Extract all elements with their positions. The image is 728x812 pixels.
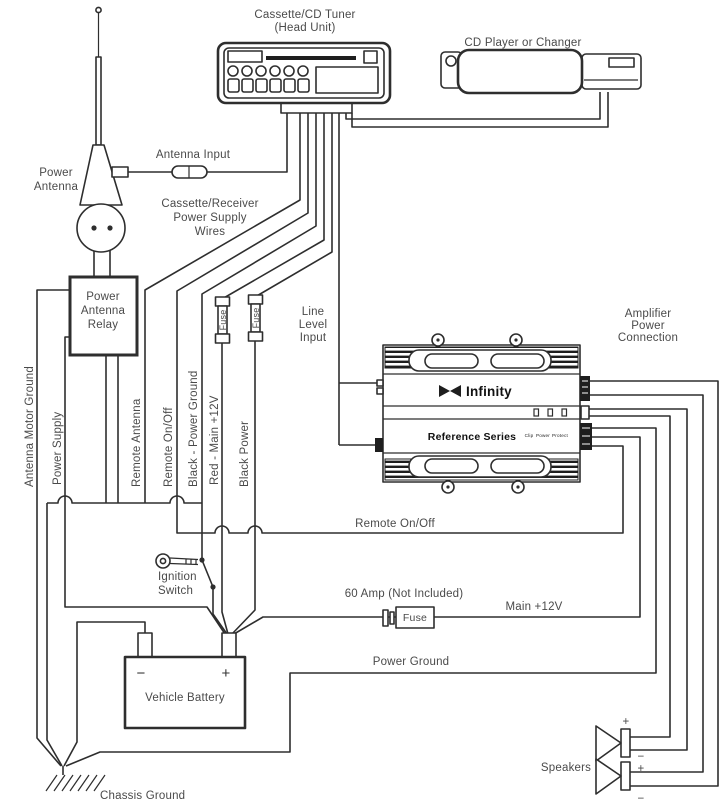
cd-player-port [609, 58, 634, 67]
cd-slot [266, 56, 356, 60]
receiver-wires-label-3: Wires [194, 226, 226, 238]
relay-label-2: Antenna [80, 305, 126, 317]
amp-left-connector [375, 438, 383, 452]
amp-connection-label-1: Amplifier [624, 308, 672, 320]
speaker-bottom-minus: − [637, 793, 645, 805]
vehicle-battery [125, 633, 245, 728]
receiver-wires-label-2: Power Supply [173, 212, 247, 224]
head-unit [218, 9, 390, 113]
ignition-label-2: Switch [158, 585, 194, 597]
amp-series: Reference Series [427, 431, 517, 443]
fuse2-label: Fuse [251, 307, 261, 329]
speaker-wire-3 [589, 409, 687, 750]
amp-bracket-top [409, 334, 551, 371]
power-antenna-label-2: Antenna [33, 181, 79, 193]
relay-label-3: Relay [87, 319, 119, 331]
fuse2-cap-bottom [249, 332, 263, 341]
speaker-top-minus: − [637, 751, 645, 763]
power-ground-label: Power Ground [372, 656, 450, 668]
label-black-power: Black Power [239, 420, 251, 487]
antenna-input-wire [128, 113, 287, 172]
chassis-hatch [46, 775, 105, 791]
remote-on-off-run-label: Remote On/Off [355, 518, 435, 530]
speaker-wire-4 [589, 416, 670, 737]
amp-brand: Infinity [466, 384, 512, 399]
fuse1-cap-bottom [216, 334, 230, 343]
relay-label-1: Power [86, 291, 120, 303]
antenna-output-tab [112, 167, 128, 177]
power-antenna [34, 7, 128, 252]
amp-bracket-bottom [409, 456, 551, 493]
ignition-label-1: Ignition [158, 571, 197, 583]
fuse-note-label: 60 Amp (Not Included) [344, 588, 464, 600]
inline-fuse-1 [216, 297, 230, 343]
wire-black-power [232, 113, 332, 634]
fuse1-cap-top [216, 297, 230, 306]
amp-speaker-terminal-block [580, 376, 590, 401]
label-black-power-ground: Black - Power Ground [188, 370, 200, 487]
fuse2-cap-top [249, 295, 263, 304]
speaker-bottom-plus: + [637, 763, 645, 775]
cd-player-body [458, 50, 582, 93]
amp-led-label-clip: Clip [524, 433, 534, 438]
antenna-input-label: Antenna Input [155, 149, 231, 161]
main-fuse [345, 588, 464, 628]
label-red-main-12v: Red - Main +12V [209, 395, 221, 485]
antenna-terminal-1 [91, 225, 96, 230]
speaker-top [596, 726, 630, 761]
main-fuse-cap-1 [383, 610, 388, 626]
amp-connection-label-3: Connection [617, 332, 679, 344]
line-level-label-1: Line [301, 306, 325, 318]
head-unit-harness-tab [281, 103, 352, 113]
switch-lever [202, 560, 213, 587]
amp-connection-label-2: Power [631, 320, 665, 332]
head-unit-display [316, 67, 378, 93]
amp-rca-input-1 [377, 380, 383, 386]
speaker-bottom [596, 759, 630, 794]
vertical-wire-labels [24, 366, 251, 487]
switch-contact-bottom [210, 584, 215, 589]
main-12v-label: Main +12V [505, 601, 563, 613]
receiver-wires-label-1: Cassette/Receiver [161, 198, 259, 210]
amp-remote-terminal [581, 406, 589, 419]
amp-led-label-power: Power [535, 433, 551, 438]
amp-led-label-protect: Protect [552, 433, 568, 438]
speaker-wire-1 [590, 381, 718, 786]
amp-connection-label [618, 308, 678, 344]
antenna-tip [96, 7, 101, 12]
line-level-label [299, 306, 328, 344]
battery-minus-sign: − [136, 665, 146, 682]
speakers [541, 716, 645, 805]
speaker-top-plus: + [622, 716, 630, 728]
main-fuse-cap-2 [390, 612, 394, 624]
amp-power-terminal-block [580, 423, 592, 450]
label-remote-on-off: Remote On/Off [163, 407, 175, 487]
head-unit-title-2: (Head Unit) [274, 22, 336, 34]
speaker-wire-2 [590, 395, 703, 772]
eject-button [364, 51, 377, 63]
battery-terminal-plus [222, 633, 236, 657]
amplifier [375, 334, 592, 493]
antenna-connector [156, 149, 231, 178]
main-fuse-label: Fuse [402, 612, 428, 624]
chassis-ground [46, 766, 185, 802]
cd-player-knob [446, 56, 456, 66]
chassis-ground-label: Chassis Ground [100, 790, 186, 802]
inline-fuse-2 [249, 295, 263, 341]
speakers-label: Speakers [540, 762, 592, 774]
antenna-mast [96, 57, 101, 145]
battery-terminal-minus [138, 633, 152, 657]
antenna-base [77, 204, 125, 252]
battery-plus-sign: + [221, 665, 231, 682]
cd-player [441, 37, 641, 93]
line-level-label-2: Level [298, 319, 328, 331]
antenna-terminal-2 [107, 225, 112, 230]
battery-label: Vehicle Battery [145, 692, 225, 704]
head-unit-display-small [228, 51, 262, 62]
ground-run-drop [47, 503, 62, 766]
line-level-label-3: Input [299, 332, 327, 344]
ground-run [47, 496, 202, 503]
label-remote-antenna: Remote Antenna [131, 398, 143, 487]
cd-player-label: CD Player or Changer [464, 37, 582, 49]
power-antenna-label-1: Power [39, 167, 73, 179]
label-antenna-motor-ground: Antenna Motor Ground [24, 366, 36, 487]
fuse1-label: Fuse [218, 309, 228, 331]
label-power-supply: Power Supply [52, 411, 64, 485]
ignition-switch [156, 554, 216, 597]
power-antenna-relay [70, 277, 137, 355]
head-unit-title-1: Cassette/CD Tuner [254, 9, 356, 21]
amp-rca-input-2 [377, 388, 383, 394]
